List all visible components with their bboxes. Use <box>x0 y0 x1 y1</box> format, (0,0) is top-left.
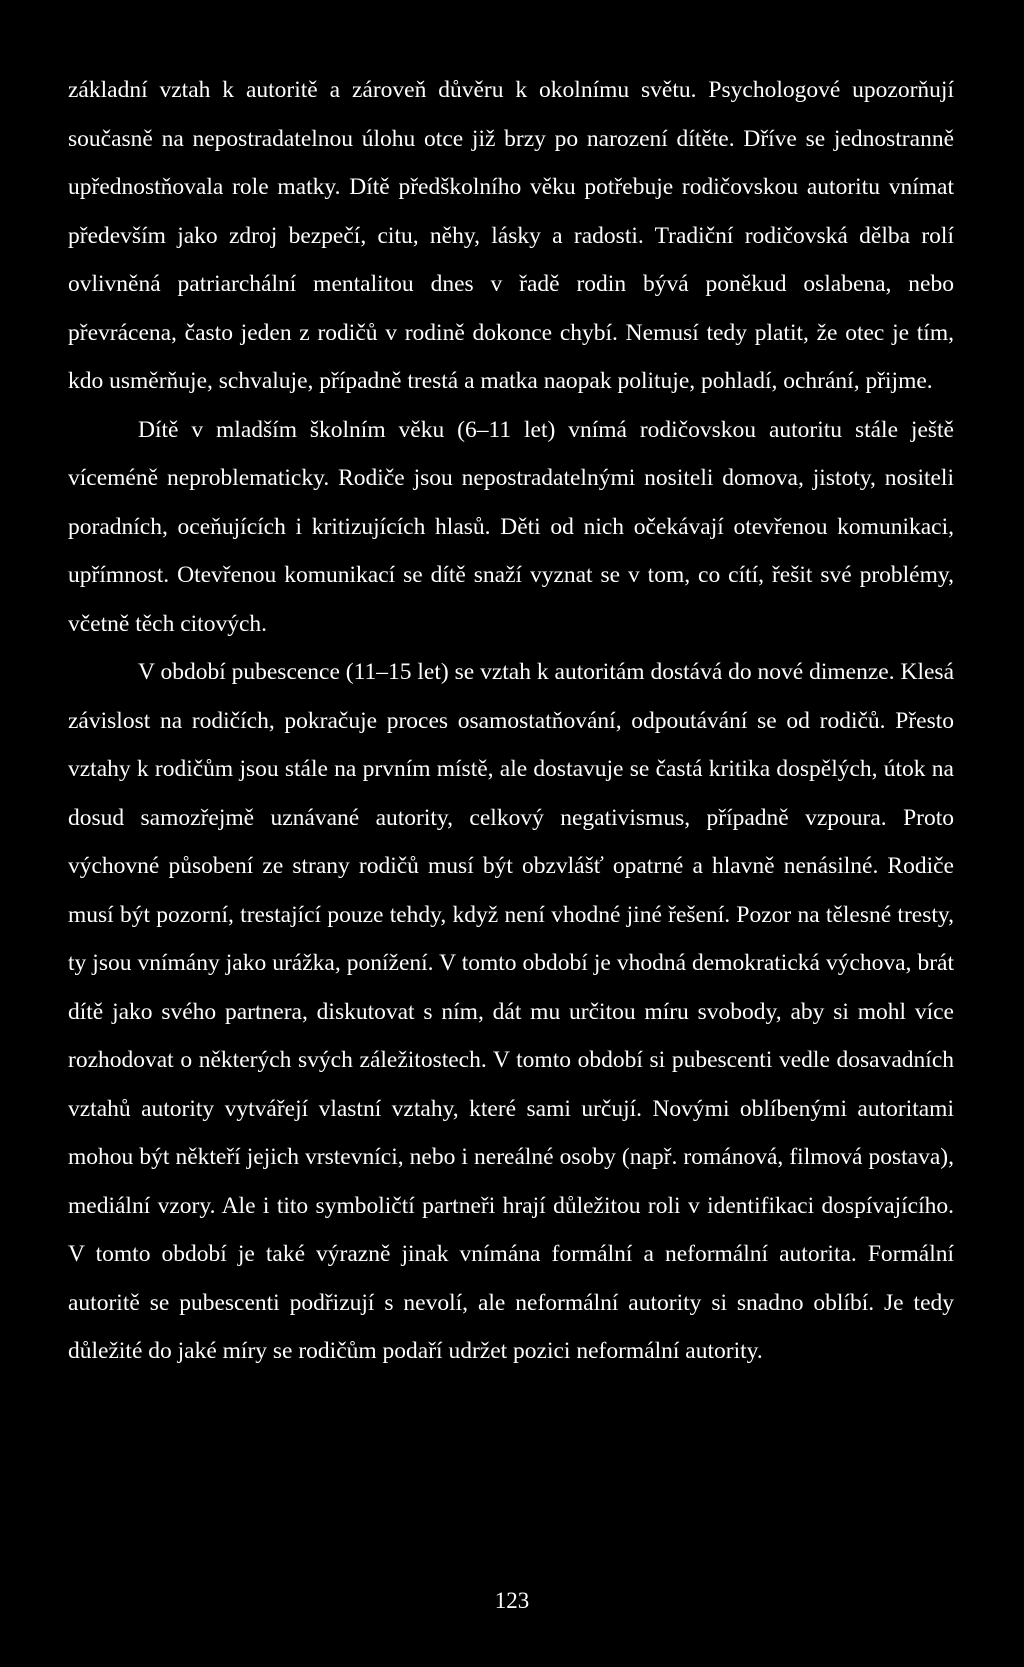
body-text <box>68 66 954 1376</box>
paragraph-2: Dítě v mladším školním věku (6–11 let) vnímá rodičovskou autoritu stále ještě víceméně neproblematicky. Rodiče jsou nepostradatelnými nositeli domova, jistoty, nositeli poradních, oceňujících i kritizujících hlasů. Děti od nich očekávají otevřenou komunikaci, upřímnost. Otevřenou komunikací se dítě snaží vyznat se v tom, co cítí, řešit své problémy, včetně těch citových. <box>68 416 954 637</box>
paragraph-1: základní vztah k autoritě a zároveň důvěru k okolnímu světu. Psychologové upozorňují současně na nepostradatelnou úlohu otce již brzy po narození dítěte. Dříve se jednostranně upřednostňovala role matky. Dítě předškolního věku potřebuje rodičovskou autoritu vnímat především jako zdroj bezpečí, citu, něhy, lásky a radosti. Tradiční rodičovská dělba rolí ovlivněná patriarchální mentalitou dnes v řadě rodin bývá poněkud oslabena, nebo převrácena, často jeden z rodičů v rodině dokonce chybí. Nemusí tedy platit, že otec je tím, kdo usměrňuje, schvaluje, případně trestá a matka naopak polituje, pohladí, ochrání, přijme. <box>68 77 954 394</box>
page-number: 123 <box>494 1588 530 1613</box>
paragraph-3: V období pubescence (11–15 let) se vztah k autoritám dostává do nové dimenze. Klesá závislost na rodičích, pokračuje proces osamostatňování, odpoutávání se od rodičů. Přesto vztahy k rodičům jsou stále na prvním místě, ale dostavuje se častá kritika dospělých, útok na dosud samozřejmě uznávané autority, celkový negativismus, případně vzpoura. Proto výchovné působení ze strany rodičů musí být obzvlášť opatrné a hlavně nenásilné. Rodiče musí být pozorní, trestající pouze tehdy, když není vhodné jiné řešení. Pozor na tělesné tresty, ty jsou vnímány jako urážka, ponížení. V tomto období je vhodná demokratická výchova, brát dítě jako svého partnera, diskutovat s ním, dát mu určitou míru svobody, aby si mohl více rozhodovat o některých svých záležitostech. V tomto období si pubescenti vedle dosavadních vztahů autority vytvářejí vlastní vztahy, které sami určují. Novými oblíbenými autoritami mohou být někteří jejich vrstevníci, nebo i nereálné osoby (např. románová, filmová postava), mediální vzory. Ale i tito symboličtí partneři hrají důležitou roli v identifikaci dospívajícího. V tomto období je také výrazně jinak vnímána formální a neformální autorita. Formální autoritě se pubescenti podřizují s nevolí, ale neformální autority si snadno oblíbí. Je tedy důležité do jaké míry se rodičům podaří udržet pozici neformální autority. <box>68 659 954 1364</box>
